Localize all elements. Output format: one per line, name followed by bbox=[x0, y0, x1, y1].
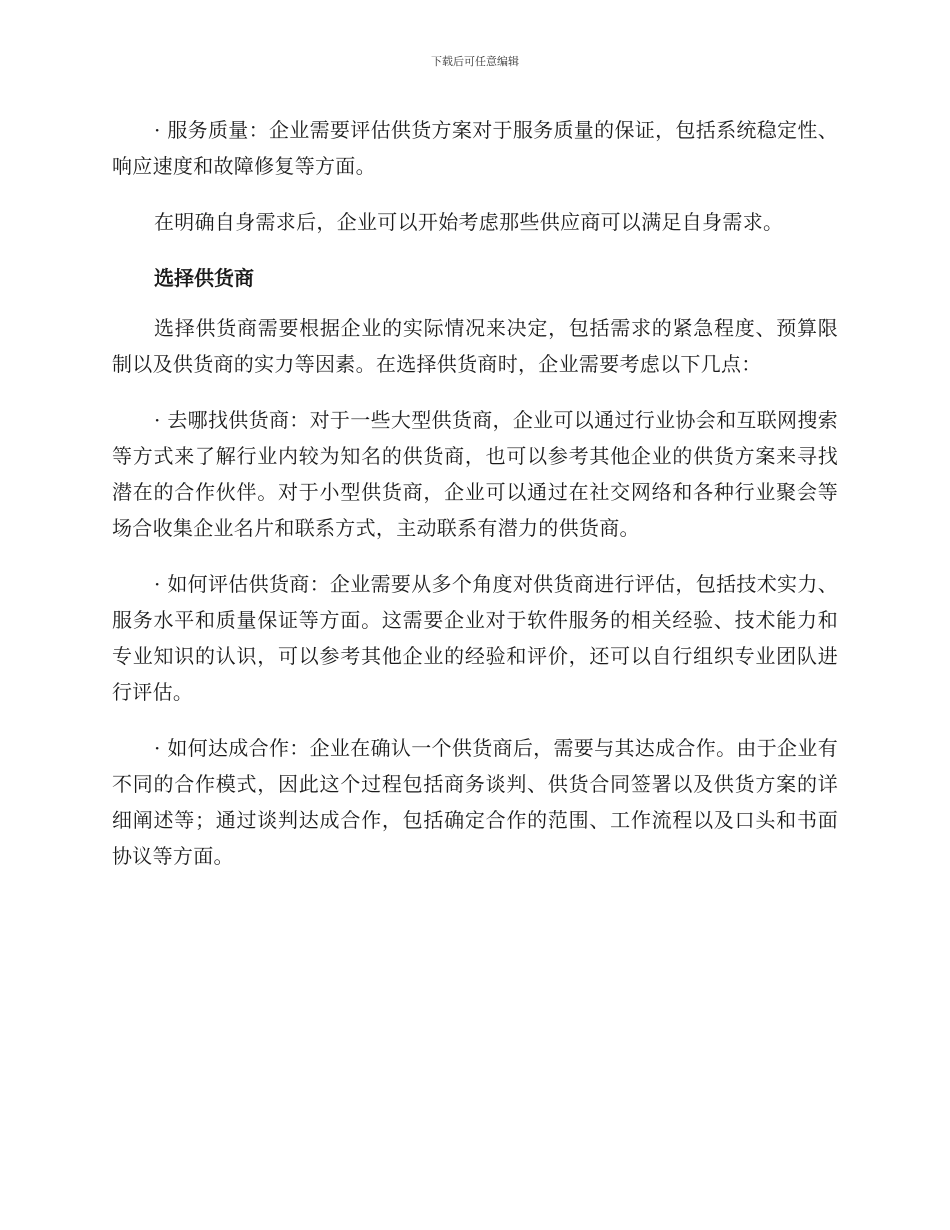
paragraph-service-quality: · 服务质量：企业需要评估供货方案对于服务质量的保证，包括系统稳定性、响应速度和故障修复等方面。 bbox=[112, 118, 838, 178]
paragraph-after-needs: 在明确自身需求后，企业可以开始考虑那些供应商可以满足自身需求。 bbox=[154, 210, 784, 234]
page-header: 下载后可任意编辑 bbox=[431, 55, 519, 68]
paragraph-how-to-cooperate: · 如何达成合作：企业在确认一个供货商后，需要与其达成合作。由于企业有不同的合作模式，因此这个过程包括商务谈判、供货合同签署以及供货方案的详细阐述等；通过谈判达成合作，包括确定合作的范围、工作流程以及口头和书面协议等方面。 bbox=[112, 736, 838, 868]
paragraph-where-to-find: · 去哪找供货商：对于一些大型供货商，企业可以通过行业协会和互联网搜索等方式来了解行业内较为知名的供货商，也可以参考其他企业的供货方案来寻找潜在的合作伙伴。对于小型供货商，企业可以通过在社交网络和各种行业聚会等场合收集企业名片和联系方式，主动联系有潜力的供货商。 bbox=[112, 408, 838, 540]
document-body bbox=[112, 112, 838, 894]
section-heading: 选择供货商 bbox=[154, 266, 254, 290]
paragraph-how-to-evaluate: · 如何评估供货商：企业需要从多个角度对供货商进行评估，包括技术实力、服务水平和质量保证等方面。这需要企业对于软件服务的相关经验、技术能力和专业知识的认识，可以参考其他企业的经验和评价，还可以自行组织专业团队进行评估。 bbox=[112, 572, 838, 704]
paragraph-select-intro: 选择供货商需要根据企业的实际情况来决定，包括需求的紧急程度、预算限制以及供货商的实力等因素。在选择供货商时，企业需要考虑以下几点： bbox=[112, 316, 838, 376]
